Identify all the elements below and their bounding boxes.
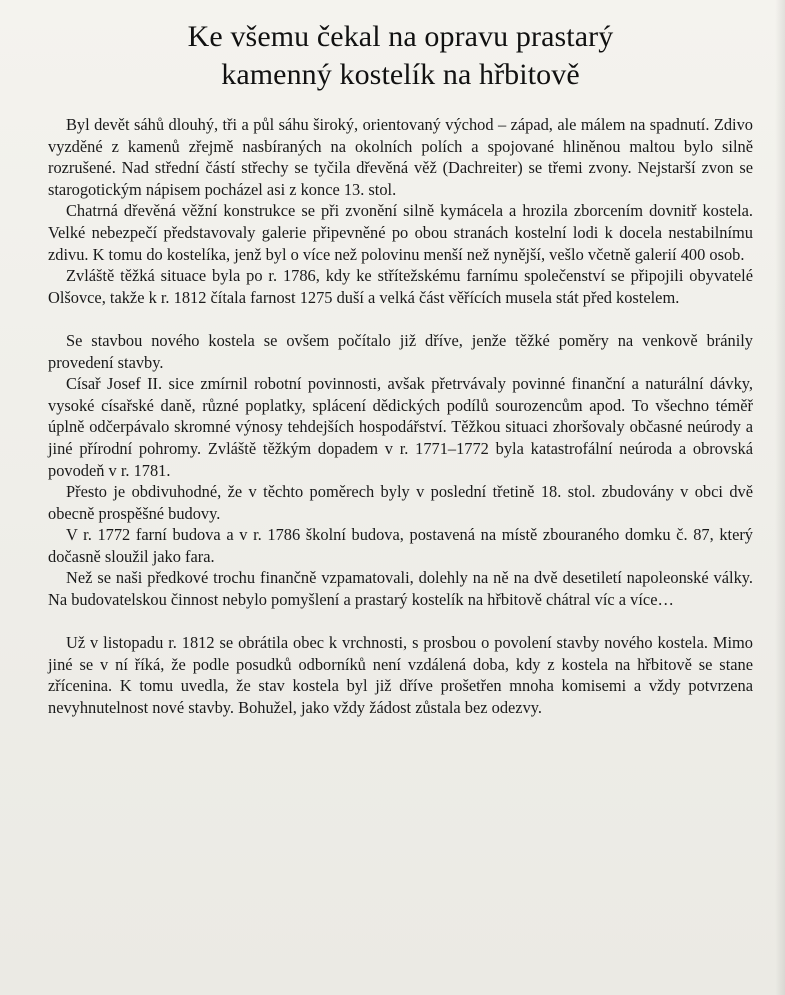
paragraph: Zvláště těžká situace byla po r. 1786, kdy ke střítežskému farnímu společenství se připojili obyvatelé Olšovce, takže k r. 1812 čítala farnost 1275 duší a velká část věřících musela stát před kostelem. (48, 266, 753, 307)
paragraph: Než se naši předkové trochu finančně vzpamatovali, dolehly na ně na dvě desetiletí napoleonské války. Na budovatelskou činnost nebylo pomyšlení a prastarý kostelík na hřbitově chátral víc a více… (48, 568, 753, 610)
paragraph: Chatrná dřevěná věžní konstrukce se při zvonění silně kymácela a hrozila zborcením dovnitř kostela. Velké nebezpečí představovaly galerie připevněné po obou stranách kostelní lodi k docela nestabilnímu zdivu. K tomu do kostelíka, jenž byl o více než polovinu menší než nynější, vešlo včetně galerií 400 osob. (48, 201, 753, 264)
section-2 (48, 330, 753, 611)
paragraph: V r. 1772 farní budova a v r. 1786 školní budova, postavená na místě zbouraného domku č. 87, který dočasně sloužil jako fara. (48, 525, 753, 566)
paragraph: Už v listopadu r. 1812 se obrátila obec k vrchnosti, s prosbou o povolení stavby nového kostela. Mimo jiné se v ní říká, že podle posudků odborníků není vzdálená doba, kdy z kostela na hřbitově se stane zřícenina. K tomu uvedla, že stav kostela byl již dříve prošetřen mnoha komisemi a vždy potvrzena nevyhnutelnost nové stavby. Bohužel, jako vždy žádost zůstala bez odezvy. (48, 633, 753, 718)
section-1 (48, 114, 753, 308)
section-3 (48, 632, 753, 718)
article-body (48, 114, 753, 719)
page-edge-shadow (775, 0, 785, 995)
title-line-2: kamenný kostelík na hřbitově (221, 58, 580, 91)
section-spacer (48, 308, 753, 330)
paragraph: Se stavbou nového kostela se ovšem počítalo již dříve, jenže těžké poměry na venkově bránily provedení stavby. (48, 330, 753, 372)
paragraph: Císař Josef II. sice zmírnil robotní povinnosti, avšak přetrvávaly povinné finanční a naturální dávky, vysoké císařské daně, různé poplatky, splácení dědických podílů sourozencům apod. To všechno téměř úplně odčerpávalo skromné výnosy tehdejších hospodářství. Těžkou situaci zhoršovaly občasné neúrody a jiné přírodní pohromy. Zvláště těžkým dopadem v r. 1771–1772 byla katastrofální neúroda a obrovská povodeň v r. 1781. (48, 374, 753, 480)
paragraph: Přesto je obdivuhodné, že v těchto poměrech byly v poslední třetině 18. stol. zbudovány v obci dvě obecně prospěšné budovy. (48, 482, 753, 523)
paragraph: Byl devět sáhů dlouhý, tři a půl sáhu široký, orientovaný východ – západ, ale málem na spadnutí. Zdivo vyzděné z kamenů zřejmě nasbíraných na okolních polích a spojované hliněnou maltou bylo silně rozrušené. Nad střední částí střechy se tyčila dřevěná věž (Dachreiter) se třemi zvony. Nejstarší zvon se starogotickým nápisem pocházel asi z konce 13. stol. (48, 115, 753, 199)
title-line-1: Ke všemu čekal na opravu prastarý (187, 20, 614, 53)
page-title (48, 18, 753, 94)
section-spacer (48, 611, 753, 633)
